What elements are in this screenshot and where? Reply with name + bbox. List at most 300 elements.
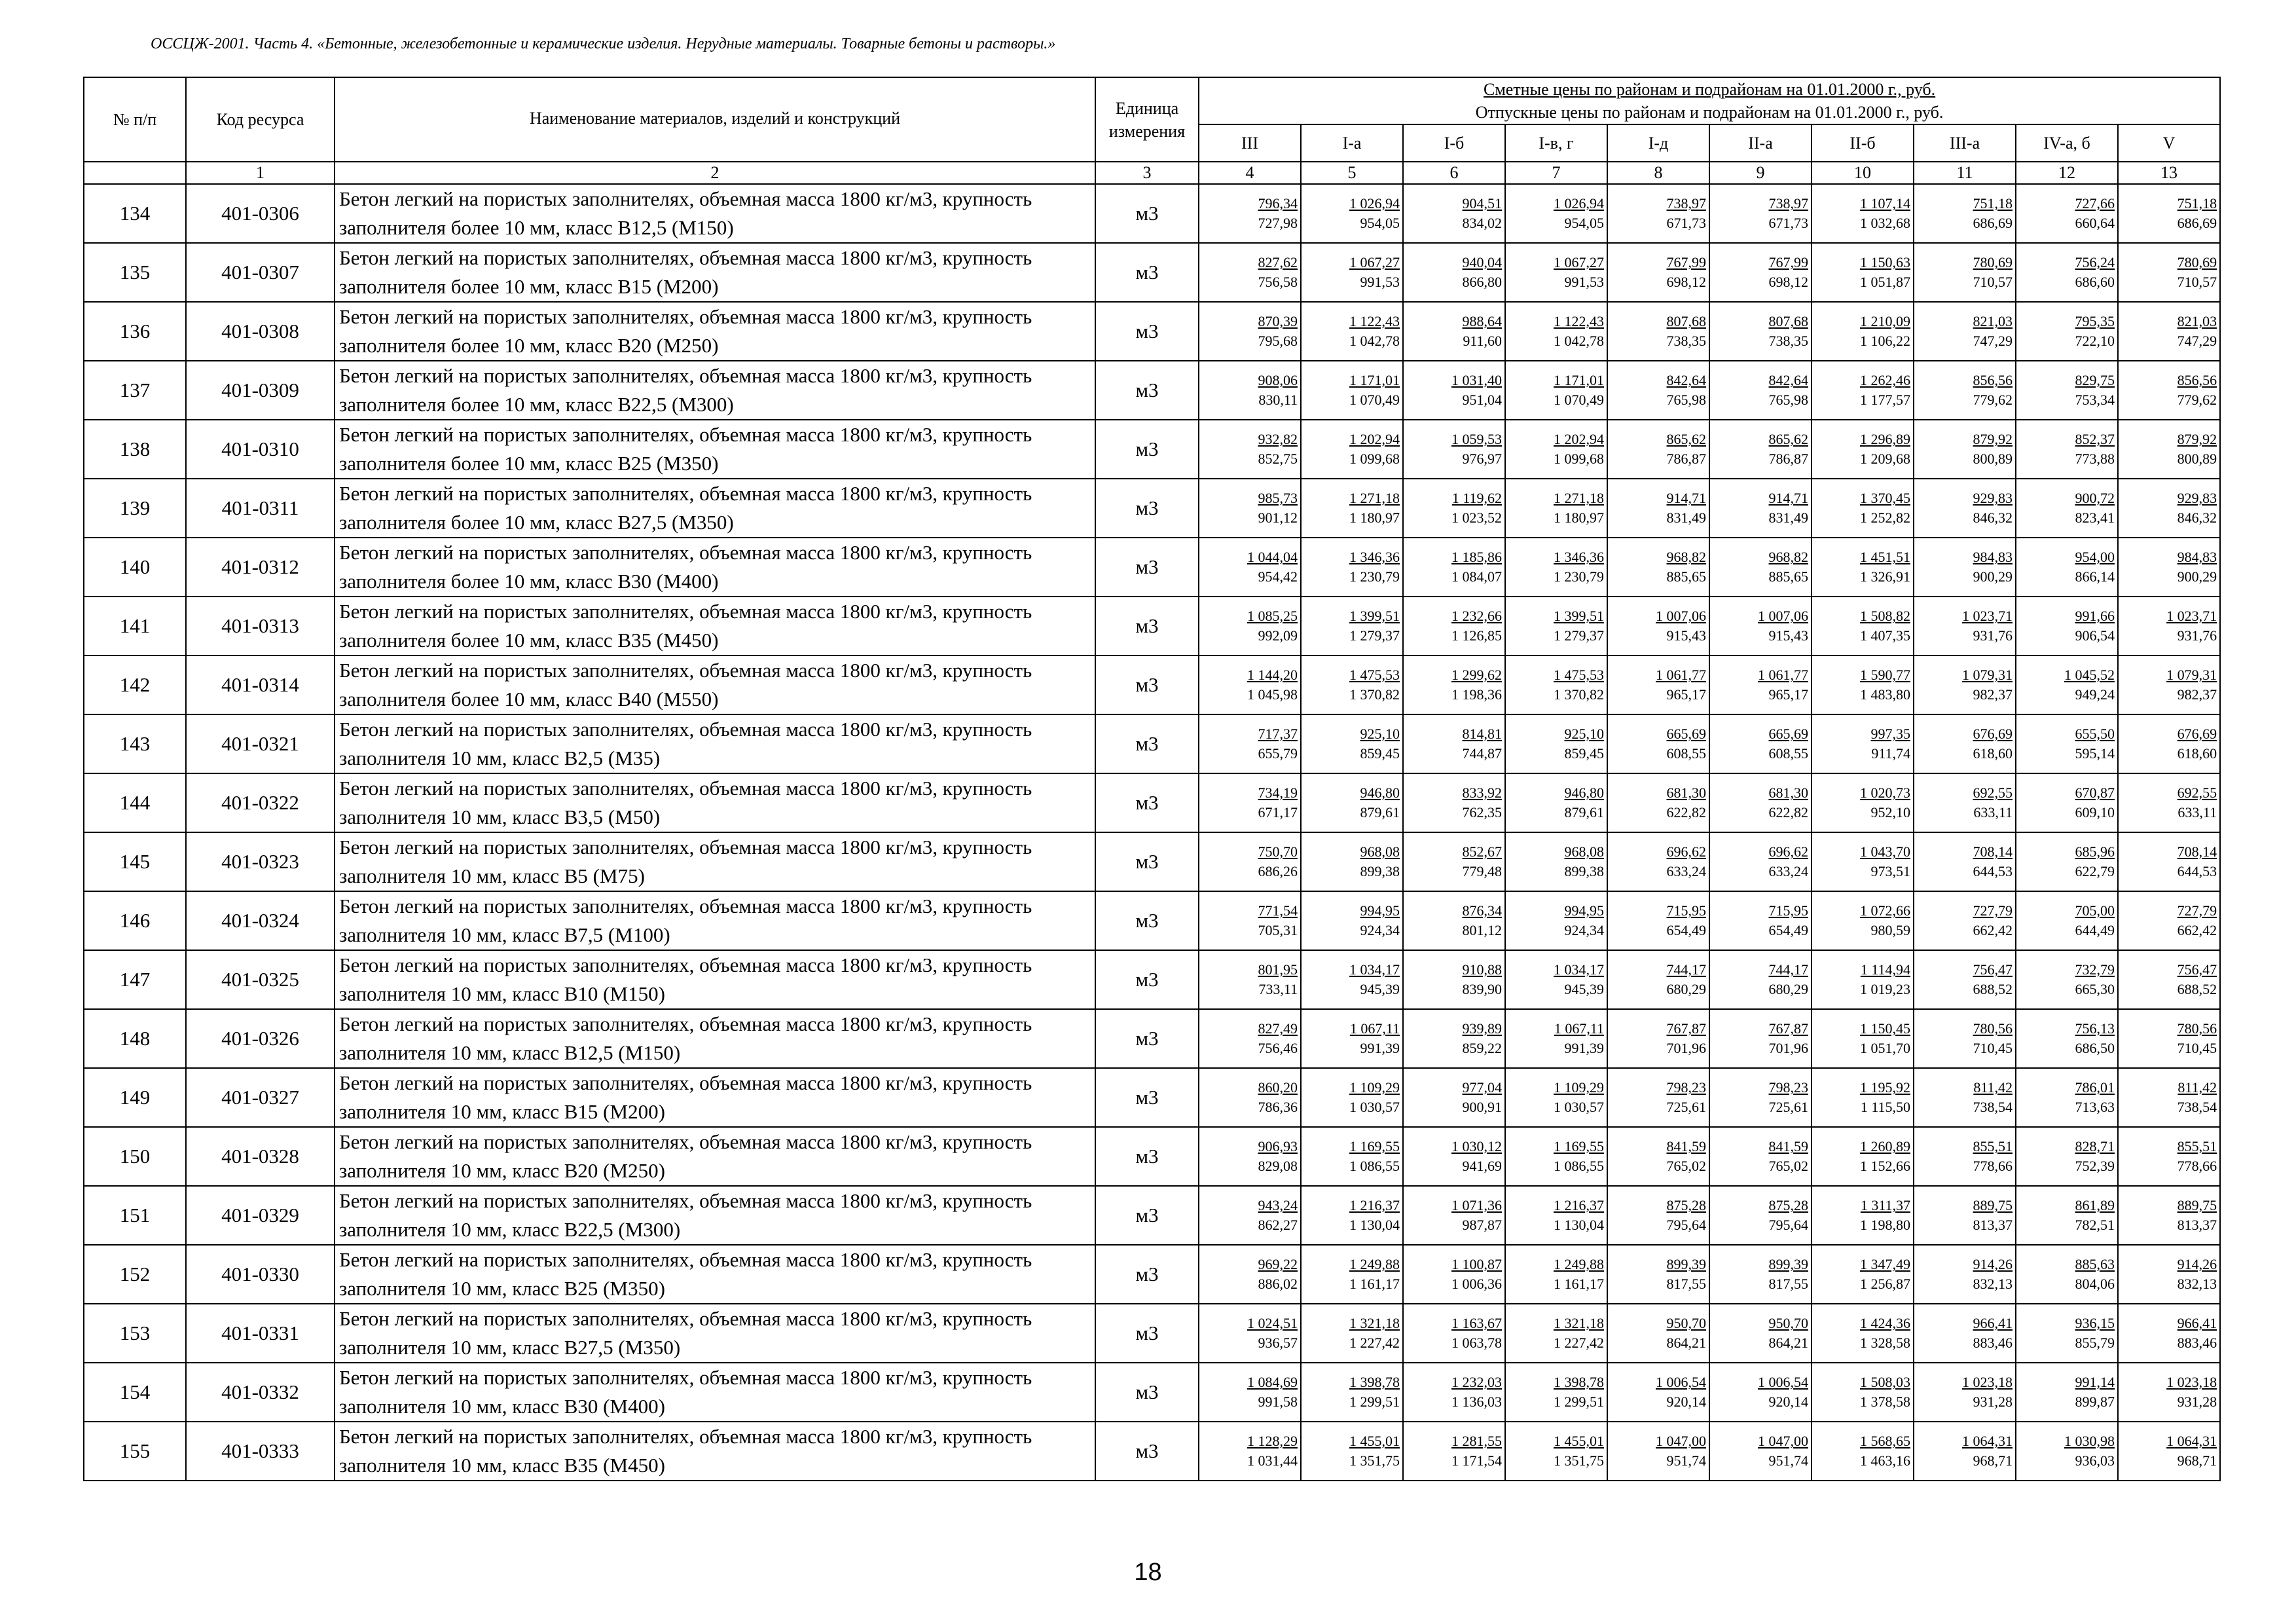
- price-cell: [1301, 1009, 1403, 1068]
- wholesale-price: 727,98: [1258, 215, 1298, 232]
- price-cell: [1914, 1245, 2016, 1304]
- wholesale-price: 829,08: [1258, 1158, 1298, 1175]
- row-number: 136: [84, 302, 186, 361]
- wholesale-price: 899,87: [2075, 1393, 2115, 1411]
- price-cell: [1812, 655, 1914, 714]
- wholesale-price: 633,11: [1973, 804, 2013, 821]
- wholesale-price: 1 171,54: [1451, 1452, 1502, 1469]
- estimated-price: 855,51: [2177, 1138, 2217, 1155]
- wholesale-price: 1 130,04: [1554, 1217, 1604, 1234]
- wholesale-price: 738,54: [1973, 1099, 2013, 1116]
- wholesale-price: 608,55: [1768, 745, 1808, 762]
- material-name: Бетон легкий на пористых заполнителях, объемная масса 1800 кг/м3, крупность заполнителя более 10 мм, класс В20 (М250): [335, 302, 1095, 361]
- price-cell: [1403, 361, 1505, 420]
- unit: м3: [1095, 1245, 1199, 1304]
- price-cell: [2118, 832, 2220, 891]
- resource-code: 401-0308: [186, 302, 335, 361]
- column-number: 12: [2016, 162, 2118, 184]
- estimated-price: 946,80: [1564, 784, 1604, 802]
- estimated-price: 1 399,51: [1349, 608, 1400, 625]
- price-cell: [1709, 773, 1812, 832]
- wholesale-price: 813,37: [2177, 1217, 2217, 1234]
- estimated-price: 1 249,88: [1554, 1256, 1604, 1273]
- price-cell: [1301, 1127, 1403, 1186]
- column-number: 8: [1607, 162, 1709, 184]
- unit: м3: [1095, 302, 1199, 361]
- region-header: III: [1199, 124, 1301, 162]
- estimated-price: 997,35: [1870, 726, 1910, 743]
- table-row: [84, 420, 2220, 479]
- material-name: Бетон легкий на пористых заполнителях, объемная масса 1800 кг/м3, крупность заполнителя 10 мм, класс В12,5 (М150): [335, 1009, 1095, 1068]
- wholesale-price: 954,42: [1258, 568, 1298, 585]
- price-cell: [1914, 655, 2016, 714]
- price-cell: [2118, 1186, 2220, 1245]
- estimated-price: 861,89: [2075, 1197, 2115, 1214]
- wholesale-price: 973,51: [1870, 863, 1910, 880]
- price-cell: [1709, 950, 1812, 1009]
- estimated-price: 1 026,94: [1554, 195, 1604, 212]
- estimated-price: 1 006,54: [1758, 1374, 1808, 1391]
- wholesale-price: 800,89: [1973, 451, 2013, 468]
- estimated-price: 1 084,69: [1247, 1374, 1298, 1391]
- estimated-price: 1 122,43: [1349, 313, 1400, 330]
- row-number: 154: [84, 1363, 186, 1422]
- region-header: V: [2118, 124, 2220, 162]
- price-cell: [1301, 773, 1403, 832]
- row-number: 155: [84, 1422, 186, 1481]
- price-cell: [1607, 538, 1709, 597]
- wholesale-price: 846,32: [1973, 509, 2013, 526]
- unit: м3: [1095, 1363, 1199, 1422]
- wholesale-price: 832,13: [2177, 1276, 2217, 1293]
- estimated-price: 1 114,94: [1860, 961, 1910, 978]
- price-cell: [1505, 773, 1607, 832]
- wholesale-price: 920,14: [1666, 1393, 1706, 1411]
- wholesale-price: 951,74: [1768, 1452, 1808, 1469]
- price-cell: [1403, 950, 1505, 1009]
- price-cell: [1607, 361, 1709, 420]
- wholesale-price: 654,49: [1768, 922, 1808, 939]
- column-number: 11: [1914, 162, 2016, 184]
- wholesale-price: 885,65: [1666, 568, 1706, 585]
- wholesale-price: 701,96: [1666, 1040, 1706, 1057]
- estimated-price: 727,79: [1973, 902, 2013, 919]
- region-header: II-а: [1709, 124, 1812, 162]
- estimated-price: 811,42: [2178, 1079, 2217, 1096]
- estimated-price: 1 346,36: [1349, 549, 1400, 566]
- price-cell: [1607, 302, 1709, 361]
- resource-code: 401-0327: [186, 1068, 335, 1127]
- price-cell: [1914, 1127, 2016, 1186]
- estimated-price: 1 202,94: [1554, 431, 1604, 448]
- estimated-price: 1 169,55: [1349, 1138, 1400, 1155]
- estimated-price: 780,69: [2177, 254, 2217, 271]
- material-name: Бетон легкий на пористых заполнителях, объемная масса 1800 кг/м3, крупность заполнителя более 10 мм, класс В15 (М200): [335, 243, 1095, 302]
- wholesale-price: 1 227,42: [1554, 1335, 1604, 1352]
- estimated-price: 914,26: [2177, 1256, 2217, 1273]
- estimated-price: 1 144,20: [1247, 667, 1298, 684]
- price-cell: [1505, 1363, 1607, 1422]
- price-cell: [1709, 714, 1812, 773]
- wholesale-price: 710,57: [2177, 274, 2217, 291]
- wholesale-price: 832,13: [1973, 1276, 2013, 1293]
- unit: м3: [1095, 1009, 1199, 1068]
- wholesale-price: 686,69: [1973, 215, 2013, 232]
- wholesale-price: 1 051,70: [1860, 1040, 1910, 1057]
- column-number: [84, 162, 186, 184]
- price-cell: [1403, 538, 1505, 597]
- price-cell: [1914, 773, 2016, 832]
- wholesale-price: 987,87: [1462, 1217, 1502, 1234]
- material-name: Бетон легкий на пористых заполнителях, объемная масса 1800 кг/м3, крупность заполнителя более 10 мм, класс В40 (М550): [335, 655, 1095, 714]
- wholesale-price: 915,43: [1768, 627, 1808, 644]
- price-cell: [2118, 891, 2220, 950]
- wholesale-price: 1 031,44: [1247, 1452, 1298, 1469]
- estimated-price: 914,26: [1973, 1256, 2013, 1273]
- resource-code: 401-0328: [186, 1127, 335, 1186]
- estimated-price: 1 150,45: [1860, 1020, 1910, 1037]
- price-cell: [1199, 420, 1301, 479]
- estimated-price: 756,13: [2075, 1020, 2115, 1037]
- price-cell: [1301, 479, 1403, 538]
- column-number: 5: [1301, 162, 1403, 184]
- wholesale-price: 800,89: [2177, 451, 2217, 468]
- estimated-price: 1 281,55: [1451, 1433, 1502, 1450]
- price-cell: [1709, 538, 1812, 597]
- wholesale-price: 924,34: [1360, 922, 1400, 939]
- estimated-price: 966,41: [1973, 1315, 2013, 1332]
- estimated-price: 906,93: [1258, 1138, 1298, 1155]
- table-row: [84, 714, 2220, 773]
- header-row: [84, 77, 2220, 124]
- price-table: [83, 77, 2221, 1481]
- price-cell: [1301, 243, 1403, 302]
- estimated-price: 1 059,53: [1451, 431, 1502, 448]
- table-row: [84, 655, 2220, 714]
- estimated-price: 1 232,03: [1451, 1374, 1502, 1391]
- wholesale-price: 954,05: [1360, 215, 1400, 232]
- estimated-price: 1 399,51: [1554, 608, 1604, 625]
- wholesale-price: 747,29: [2177, 333, 2217, 350]
- material-name: Бетон легкий на пористых заполнителях, объемная масса 1800 кг/м3, крупность заполнителя более 10 мм, класс В22,5 (М300): [335, 361, 1095, 420]
- estimated-price: 842,64: [1768, 372, 1808, 389]
- estimated-price: 1 232,66: [1451, 608, 1502, 625]
- table-row: [84, 361, 2220, 420]
- column-number: 4: [1199, 162, 1301, 184]
- estimated-price: 1 321,18: [1349, 1315, 1400, 1332]
- wholesale-price: 899,38: [1360, 863, 1400, 880]
- wholesale-price: 765,02: [1666, 1158, 1706, 1175]
- wholesale-price: 762,35: [1462, 804, 1502, 821]
- wholesale-price: 744,87: [1462, 745, 1502, 762]
- price-cell: [1199, 538, 1301, 597]
- wholesale-price: 866,14: [2075, 568, 2115, 585]
- price-cell: [1709, 1245, 1812, 1304]
- estimated-price: 1 299,62: [1451, 667, 1502, 684]
- wholesale-price: 1 130,04: [1349, 1217, 1400, 1234]
- estimated-price: 732,79: [2075, 961, 2115, 978]
- wholesale-price: 778,66: [1973, 1158, 2013, 1175]
- price-cell: [1505, 1068, 1607, 1127]
- estimated-price: 756,24: [2075, 254, 2115, 271]
- estimated-price: 950,70: [1768, 1315, 1808, 1332]
- estimated-price: 1 064,31: [1962, 1433, 2013, 1450]
- resource-code: 401-0321: [186, 714, 335, 773]
- region-header: IV-а, б: [2016, 124, 2118, 162]
- estimated-price: 708,14: [1973, 843, 2013, 860]
- column-number: 1: [186, 162, 335, 184]
- price-cell: [1403, 1245, 1505, 1304]
- resource-code: 401-0306: [186, 184, 335, 243]
- estimated-price: 925,10: [1360, 726, 1400, 743]
- table-row: [84, 1009, 2220, 1068]
- price-cell: [1914, 1068, 2016, 1127]
- price-cell: [1505, 302, 1607, 361]
- price-cell: [2016, 597, 2118, 655]
- estimated-price: 914,71: [1666, 490, 1706, 507]
- estimated-price: 946,80: [1360, 784, 1400, 802]
- price-cell: [1505, 361, 1607, 420]
- wholesale-price: 941,69: [1462, 1158, 1502, 1175]
- estimated-price: 889,75: [1973, 1197, 2013, 1214]
- wholesale-price: 1 180,97: [1349, 509, 1400, 526]
- price-cell: [2016, 479, 2118, 538]
- estimated-price: 1 424,36: [1860, 1315, 1910, 1332]
- estimated-price: 842,64: [1666, 372, 1706, 389]
- price-cell: [1199, 832, 1301, 891]
- price-cell: [1403, 1304, 1505, 1363]
- estimated-price: 1 185,86: [1451, 549, 1502, 566]
- material-name: Бетон легкий на пористых заполнителях, объемная масса 1800 кг/м3, крупность заполнителя более 10 мм, класс В27,5 (М350): [335, 479, 1095, 538]
- wholesale-price: 633,11: [2178, 804, 2217, 821]
- column-number: 10: [1812, 162, 1914, 184]
- price-cell: [1505, 950, 1607, 1009]
- wholesale-price: 655,79: [1258, 745, 1298, 762]
- resource-code: 401-0322: [186, 773, 335, 832]
- estimated-price: 780,56: [2177, 1020, 2217, 1037]
- estimated-price: 1 296,89: [1860, 431, 1910, 448]
- price-cell: [1403, 1009, 1505, 1068]
- resource-code: 401-0312: [186, 538, 335, 597]
- price-cell: [2118, 1127, 2220, 1186]
- wholesale-price: 879,61: [1564, 804, 1604, 821]
- wholesale-price: 830,11: [1258, 392, 1298, 409]
- wholesale-price: 662,42: [1973, 922, 2013, 939]
- price-cell: [1914, 891, 2016, 950]
- estimated-price: 807,68: [1666, 313, 1706, 330]
- table-row: [84, 243, 2220, 302]
- wholesale-price: 1 299,51: [1349, 1393, 1400, 1411]
- price-cell: [1301, 184, 1403, 243]
- estimated-price: 676,69: [2177, 726, 2217, 743]
- estimated-price: 1 195,92: [1860, 1079, 1910, 1096]
- wholesale-price: 866,80: [1462, 274, 1502, 291]
- estimated-price: 1 072,66: [1860, 902, 1910, 919]
- wholesale-price: 883,46: [1973, 1335, 2013, 1352]
- resource-code: 401-0331: [186, 1304, 335, 1363]
- estimated-price: 1 508,03: [1860, 1374, 1910, 1391]
- estimated-price: 885,63: [2075, 1256, 2115, 1273]
- price-cell: [1709, 302, 1812, 361]
- price-cell: [1607, 420, 1709, 479]
- wholesale-price: 725,61: [1666, 1099, 1706, 1116]
- price-cell: [1812, 479, 1914, 538]
- price-cell: [1709, 184, 1812, 243]
- estimated-price: 756,47: [1973, 961, 2013, 978]
- price-cell: [1812, 184, 1914, 243]
- wholesale-price: 782,51: [2075, 1217, 2115, 1234]
- wholesale-price: 756,46: [1258, 1040, 1298, 1057]
- wholesale-price: 980,59: [1870, 922, 1910, 939]
- wholesale-price: 713,63: [2075, 1099, 2115, 1116]
- table-row: [84, 1245, 2220, 1304]
- wholesale-price: 1 070,49: [1554, 392, 1604, 409]
- wholesale-price: 859,45: [1360, 745, 1400, 762]
- price-cell: [1607, 1304, 1709, 1363]
- unit: м3: [1095, 420, 1199, 479]
- price-cell: [2016, 1304, 2118, 1363]
- wholesale-price: 633,24: [1666, 863, 1706, 880]
- material-name: Бетон легкий на пористых заполнителях, объемная масса 1800 кг/м3, крупность заполнителя 10 мм, класс В2,5 (М35): [335, 714, 1095, 773]
- estimated-price: 899,39: [1666, 1256, 1706, 1273]
- price-cell: [1301, 1363, 1403, 1422]
- wholesale-price: 1 045,98: [1247, 686, 1298, 703]
- region-header: I-б: [1403, 124, 1505, 162]
- estimated-price: 1 311,37: [1860, 1197, 1910, 1214]
- price-cell: [1914, 302, 2016, 361]
- wholesale-price: 813,37: [1973, 1217, 2013, 1234]
- unit: м3: [1095, 1127, 1199, 1186]
- wholesale-price: 855,79: [2075, 1335, 2115, 1352]
- price-cell: [1199, 655, 1301, 714]
- estimated-price: 908,06: [1258, 372, 1298, 389]
- estimated-price: 875,28: [1666, 1197, 1706, 1214]
- estimated-price: 1 047,00: [1656, 1433, 1706, 1450]
- wholesale-price: 733,11: [1258, 981, 1298, 998]
- price-cell: [1199, 1127, 1301, 1186]
- region-header: II-б: [1812, 124, 1914, 162]
- estimated-price: 827,49: [1258, 1020, 1298, 1037]
- wholesale-price: 879,61: [1360, 804, 1400, 821]
- estimated-price: 1 023,71: [1962, 608, 2013, 625]
- estimated-price: 1 085,25: [1247, 608, 1298, 625]
- price-cell: [2016, 950, 2118, 1009]
- wholesale-price: 1 099,68: [1554, 451, 1604, 468]
- estimated-price: 925,10: [1564, 726, 1604, 743]
- price-cell: [1505, 891, 1607, 950]
- price-cell: [1914, 597, 2016, 655]
- estimated-price: 767,87: [1768, 1020, 1808, 1037]
- estimated-price: 852,67: [1462, 843, 1502, 860]
- price-cell: [1505, 1009, 1607, 1068]
- price-cell: [1403, 420, 1505, 479]
- estimated-price: 966,41: [2177, 1315, 2217, 1332]
- wholesale-price: 991,39: [1564, 1040, 1604, 1057]
- wholesale-price: 1 042,78: [1349, 333, 1400, 350]
- estimated-price: 798,23: [1768, 1079, 1808, 1096]
- price-cell: [2118, 1363, 2220, 1422]
- price-cell: [1301, 1245, 1403, 1304]
- price-cell: [1812, 773, 1914, 832]
- resource-code: 401-0307: [186, 243, 335, 302]
- wholesale-price: 911,60: [1463, 333, 1502, 350]
- wholesale-price: 1 126,85: [1451, 627, 1502, 644]
- wholesale-price: 778,66: [2177, 1158, 2217, 1175]
- row-number: 148: [84, 1009, 186, 1068]
- wholesale-price: 968,71: [2177, 1452, 2217, 1469]
- price-cell: [1505, 1422, 1607, 1481]
- price-cell: [1199, 243, 1301, 302]
- wholesale-price: 945,39: [1360, 981, 1400, 998]
- wholesale-price: 773,88: [2075, 451, 2115, 468]
- estimated-price: 1 079,31: [1962, 667, 2013, 684]
- wholesale-price: 662,42: [2177, 922, 2217, 939]
- price-cell: [2016, 1363, 2118, 1422]
- resource-code: 401-0314: [186, 655, 335, 714]
- wholesale-price: 864,21: [1768, 1335, 1808, 1352]
- column-number: 9: [1709, 162, 1812, 184]
- estimated-price: 1 475,53: [1554, 667, 1604, 684]
- material-name: Бетон легкий на пористых заполнителях, объемная масса 1800 кг/м3, крупность заполнителя более 10 мм, класс В12,5 (М150): [335, 184, 1095, 243]
- price-cell: [1607, 1363, 1709, 1422]
- estimated-price: 1 260,89: [1860, 1138, 1910, 1155]
- wholesale-price: 1 180,97: [1554, 509, 1604, 526]
- estimated-price: 1 122,43: [1554, 313, 1604, 330]
- column-number: 3: [1095, 162, 1199, 184]
- wholesale-price: 839,90: [1462, 981, 1502, 998]
- price-cell: [1505, 1127, 1607, 1186]
- price-cell: [1709, 361, 1812, 420]
- wholesale-price: 1 326,91: [1860, 568, 1910, 585]
- estimated-price: 1 064,31: [2166, 1433, 2217, 1450]
- price-cell: [1199, 1363, 1301, 1422]
- wholesale-price: 991,53: [1360, 274, 1400, 291]
- estimated-price: 1 202,94: [1349, 431, 1400, 448]
- wholesale-price: 686,69: [2177, 215, 2217, 232]
- table-row: [84, 891, 2220, 950]
- wholesale-price: 900,29: [2177, 568, 2217, 585]
- estimated-price: 738,97: [1768, 195, 1808, 212]
- resource-code: 401-0326: [186, 1009, 335, 1068]
- resource-code: 401-0311: [186, 479, 335, 538]
- row-number: 151: [84, 1186, 186, 1245]
- wholesale-price: 859,22: [1462, 1040, 1502, 1057]
- estimated-price: 1 398,78: [1349, 1374, 1400, 1391]
- wholesale-price: 900,29: [1973, 568, 2013, 585]
- region-header: I-а: [1301, 124, 1403, 162]
- estimated-price: 943,24: [1258, 1197, 1298, 1214]
- wholesale-price: 680,29: [1768, 981, 1808, 998]
- table-row: [84, 1068, 2220, 1127]
- region-header: I-в, г: [1505, 124, 1607, 162]
- price-cell: [2016, 655, 2118, 714]
- table-row: [84, 184, 2220, 243]
- estimated-price: 670,87: [2075, 784, 2115, 802]
- estimated-price: 796,34: [1258, 195, 1298, 212]
- wholesale-price: 862,27: [1258, 1217, 1298, 1234]
- price-cell: [1812, 832, 1914, 891]
- price-cell: [1199, 184, 1301, 243]
- wholesale-price: 722,10: [2075, 333, 2115, 350]
- price-cell: [1403, 243, 1505, 302]
- wholesale-price: 883,46: [2177, 1335, 2217, 1352]
- price-cell: [1914, 538, 2016, 597]
- material-name: Бетон легкий на пористых заполнителях, объемная масса 1800 кг/м3, крупность заполнителя более 10 мм, класс В30 (М400): [335, 538, 1095, 597]
- header-name: Наименование материалов, изделий и конструкций: [335, 77, 1095, 162]
- wholesale-price: 710,57: [1973, 274, 2013, 291]
- price-cell: [1505, 1304, 1607, 1363]
- wholesale-price: 817,55: [1768, 1276, 1808, 1293]
